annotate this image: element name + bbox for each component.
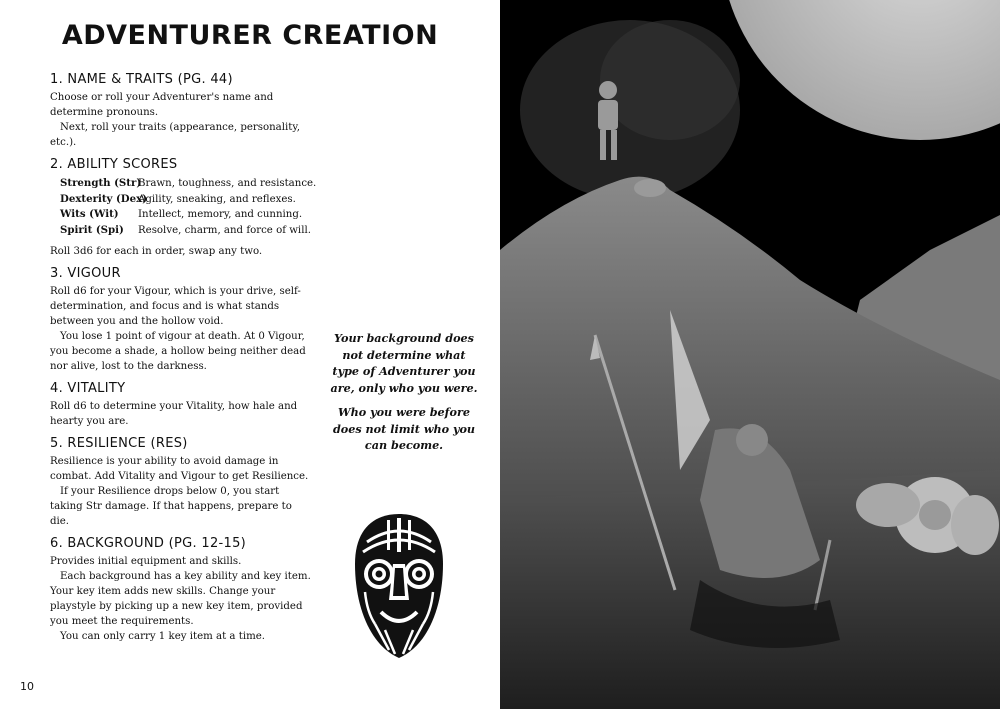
ability-desc: Brawn, toughness, and resistance. (138, 178, 317, 189)
section-text: Roll d6 to determine your Vitality, how hale and hearty you are. (50, 401, 298, 427)
section-heading: 3. VIGOUR (50, 266, 121, 281)
ability-row (50, 176, 317, 192)
section-heading: 2. ABILITY SCORES (50, 157, 178, 172)
section-resilience (50, 436, 312, 529)
ability-row (50, 207, 312, 223)
ability-row (50, 223, 312, 239)
section-text: Resilience is your ability to avoid damage in combat. Add Vitality and Vigour to get Resilience. (50, 456, 309, 482)
quote-line: Your background does not determine what type of Adventurer you are, only who you were. (330, 331, 478, 395)
section-text: Roll 3d6 for each in order, swap any two. (50, 246, 263, 257)
pull-quote (330, 330, 478, 462)
night-scene (500, 0, 1000, 709)
section-text: Provides initial equipment and skills. (50, 556, 242, 567)
section-text: Choose or roll your Adventurer's name and determine pronouns. (50, 92, 274, 118)
section-vigour (50, 266, 312, 374)
section-heading: 1. NAME & TRAITS (PG. 44) (50, 72, 233, 87)
ability-name: Spirit (Spi) (60, 223, 124, 236)
section-text: Next, roll your traits (appearance, personality, etc.). (50, 122, 301, 148)
rules-column (50, 72, 317, 651)
quote-line: Who you were before does not limit who you can become. (332, 405, 476, 452)
ability-desc: Agility, sneaking, and reflexes. (138, 193, 296, 205)
section-ability-scores (50, 157, 317, 259)
ability-name: Strength (Str) (60, 177, 142, 189)
section-vitality (50, 381, 312, 429)
section-text: Each background has a key ability and key item. Your key item adds new skills. Change your playstyle by picking up a new key item, provided you meet the requirements. (50, 571, 311, 627)
ability-table (50, 176, 317, 238)
page-title: ADVENTURER CREATION (61, 20, 439, 51)
section-heading: 4. VITALITY (50, 381, 126, 396)
ability-name: Wits (Wit) (60, 208, 119, 220)
section-text: If your Resilience drops below 0, you start taking Str damage. If that happens, prepare to die. (50, 486, 292, 527)
section-name-traits (50, 72, 312, 150)
section-text: You can only carry 1 key item at a time. (60, 631, 266, 642)
ability-row (50, 192, 312, 208)
section-heading: 6. BACKGROUND (PG. 12-15) (50, 536, 247, 551)
section-heading: 5. RESILIENCE (RES) (50, 436, 188, 451)
page-number: 10 (20, 680, 34, 693)
ability-desc: Intellect, memory, and cunning. (138, 209, 303, 220)
section-text: You lose 1 point of vigour at death. At 0 Vigour, you become a shade, a hollow being neither dead nor alive, lost to the darkness. (50, 331, 306, 372)
ability-name: Dexterity (Dex) (60, 192, 148, 205)
section-text: Roll d6 for your Vigour, which is your drive, self-determination, and focus and is what stands between you and the hollow void. (50, 286, 301, 327)
section-background (50, 536, 312, 644)
mask-icon (353, 512, 445, 664)
illustration (500, 0, 1000, 709)
ability-desc: Resolve, charm, and force of will. (138, 224, 311, 236)
